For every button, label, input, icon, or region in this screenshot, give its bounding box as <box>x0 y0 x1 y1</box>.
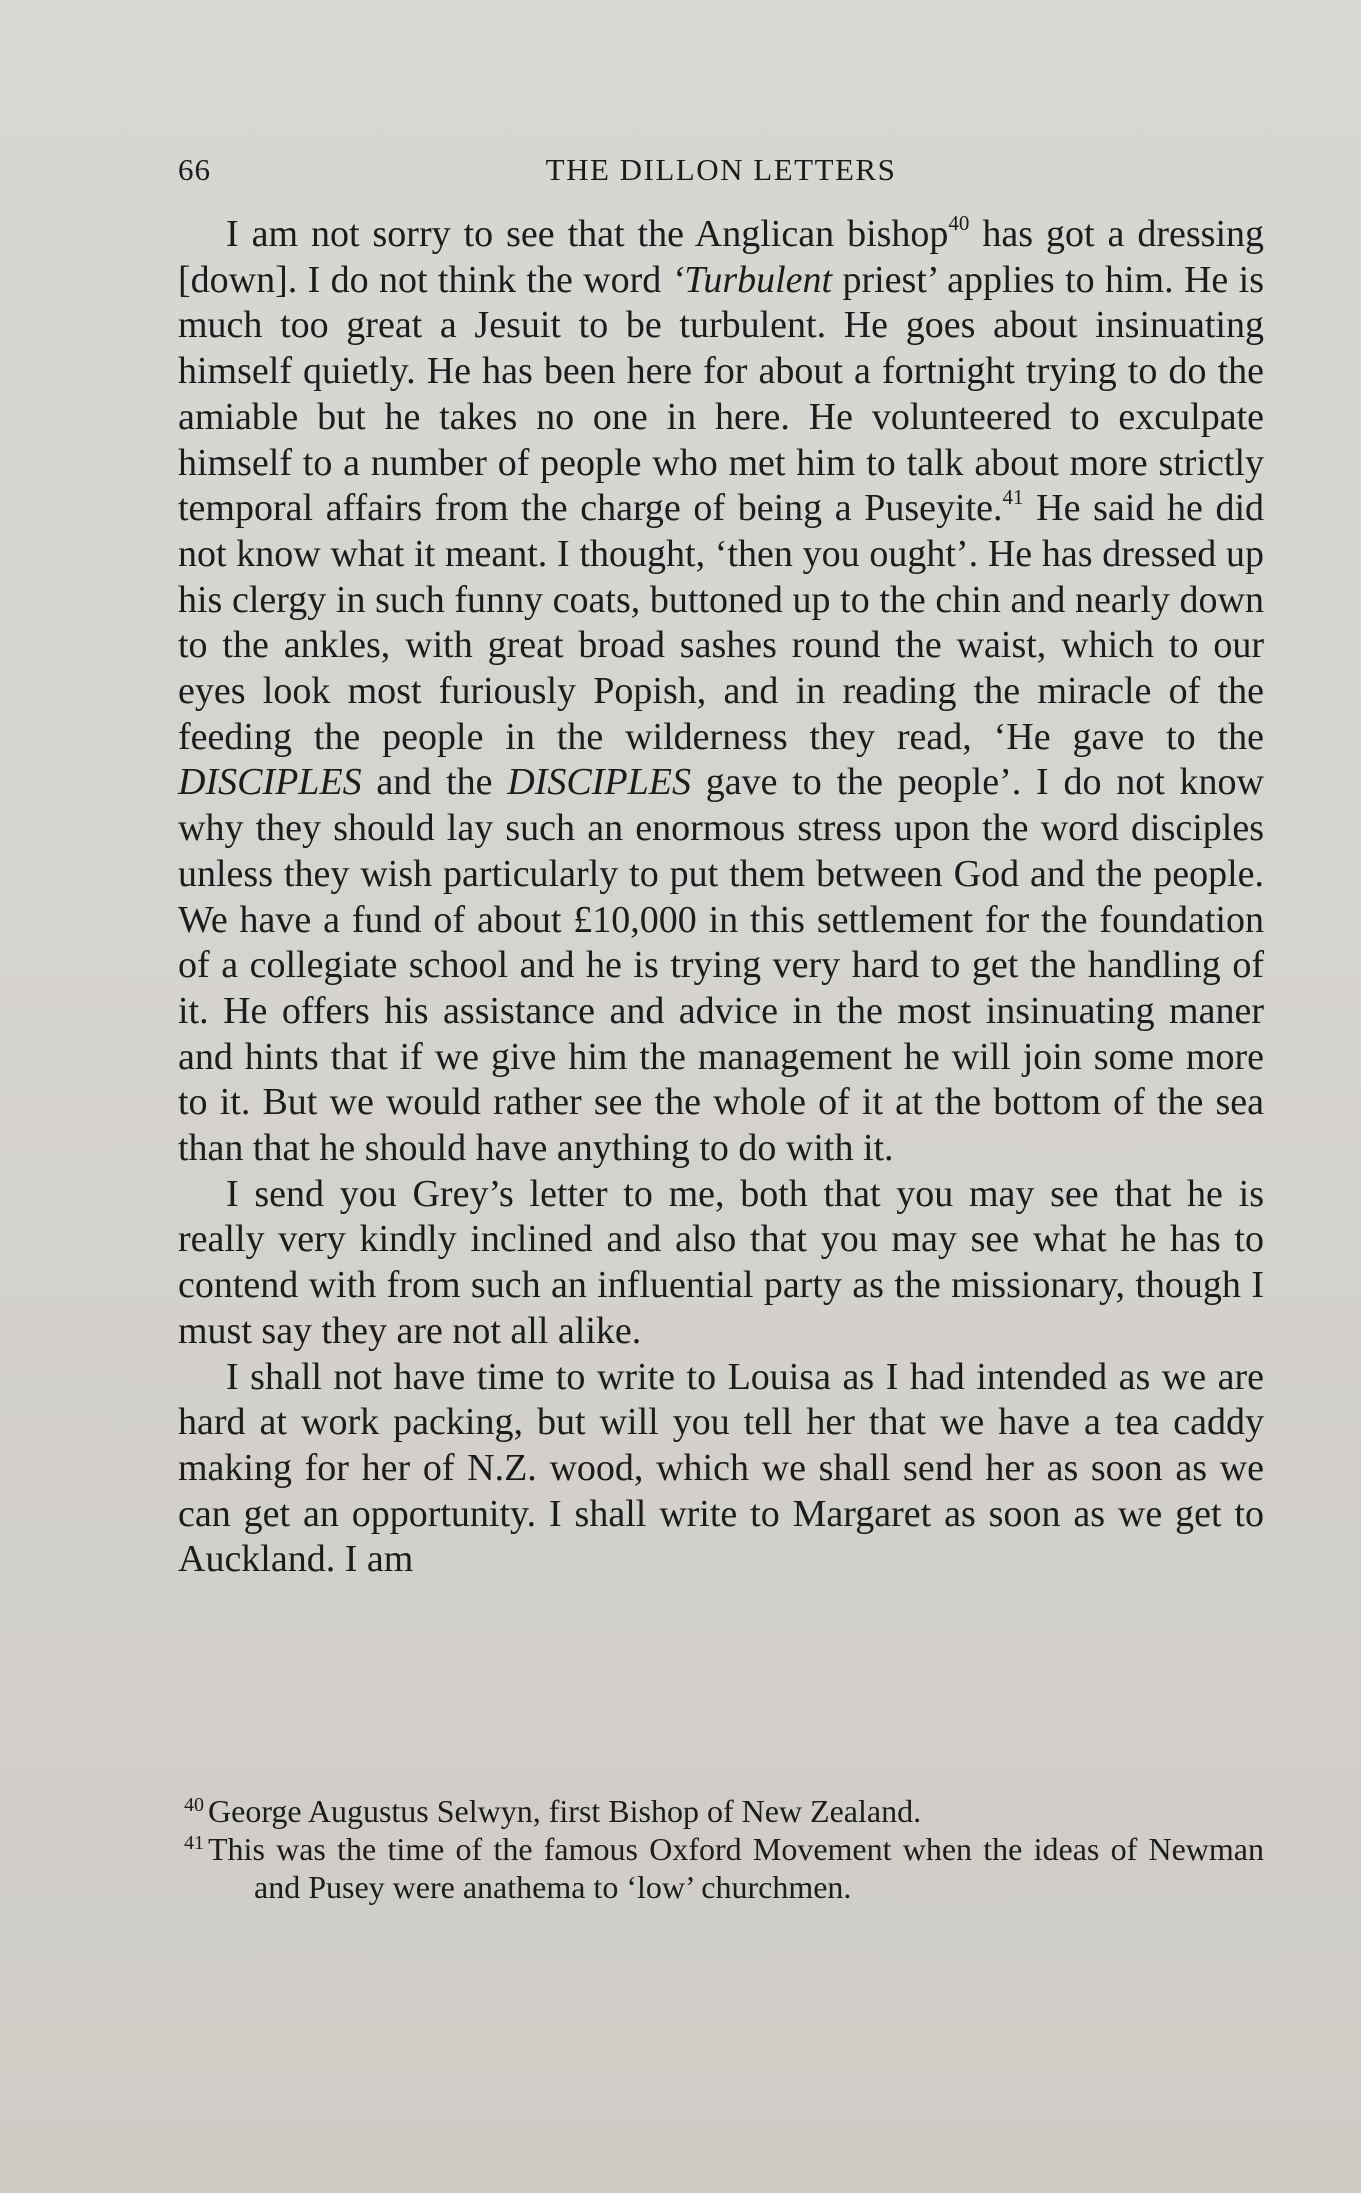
page-number: 66 <box>178 152 211 187</box>
p1-italic-disciples-2: DISCIPLES <box>507 761 691 804</box>
footnote-text: This was the time of the famous Oxford Movement when the ideas of Newman and Pusey were anathema to ‘low’ churchmen. <box>208 1831 1264 1905</box>
paragraph-1 <box>178 212 1264 1172</box>
running-title: THE DILLON LETTERS <box>545 152 897 187</box>
footnotes <box>178 1792 1264 1906</box>
body-text <box>178 212 1264 1583</box>
p1-text-f: gave to the people’. I do not know why they should lay such an enormous stress upon the word disciples unless they wish particularly to put them between God and the people. We have a fund of about £10,000 in this settlement for the foundation of a collegiate school and he is trying very hard to get the handling of it. He offers his assistance and advice in the most insinuating maner and hints that if we give him the management he will join some more to it. But we would rather see the whole of it at the bottom of the sea than that he should have anything to do with it. <box>178 761 1265 1170</box>
p1-text-c: priest’ applies to him. He is much too great a Jesuit to be turbulent. He goes about insinuating himself quietly. He has been here for about a fortnight trying to do the amiable but he takes no one in here. He volunteered to exculpate himself to a number of people who met him to talk about more strictly temporal affairs from the charge of being a Puseyite. <box>178 258 1264 530</box>
paragraph-2: I send you Grey’s letter to me, both that you may see that he is really very kindly inclined and also that you may see what he has to contend with from such an influential party as the missionary, though I must say they are not all alike. <box>178 1172 1264 1352</box>
paragraph-3: I shall not have time to write to Louisa as I had intended as we are hard at work packing, but will you tell her that we have a tea caddy making for her of N.Z. wood, which we shall send her as soon as we can get an opportunity. I shall write to Margaret as soon as we get to Auckland. I am <box>178 1355 1264 1581</box>
p1-text-d: He said he did not know what it meant. I thought, ‘then you ought’. He has dressed up his clergy in such funny coats, buttoned up to the chin and nearly down to the ankles, with great broad sashes round the waist, which to our eyes look most furiously Popish, and in reading the miracle of the feeding the people in the wilderness they read, ‘He gave to the <box>178 487 1264 758</box>
footnote-ref-40: 40 <box>948 211 970 235</box>
footnote-40 <box>178 1792 1264 1830</box>
running-head <box>178 152 1264 192</box>
footnote-mark: 40 <box>184 1794 204 1816</box>
p1-text-e: and the <box>361 761 508 804</box>
p1-text-b: has got a dressing [down]. I do not think the word <box>178 213 1265 301</box>
footnote-ref-41: 41 <box>1002 485 1024 510</box>
p1-text-a: I am not sorry to see that the Anglican bishop <box>226 213 949 255</box>
p1-italic-disciples-1: DISCIPLES <box>178 761 362 804</box>
footnote-text: George Augustus Selwyn, first Bishop of New Zealand. <box>208 1793 922 1829</box>
footnote-mark: 41 <box>184 1832 204 1854</box>
p1-italic-turbulent: ‘Turbulent <box>671 258 833 301</box>
footnote-41 <box>178 1830 1264 1906</box>
